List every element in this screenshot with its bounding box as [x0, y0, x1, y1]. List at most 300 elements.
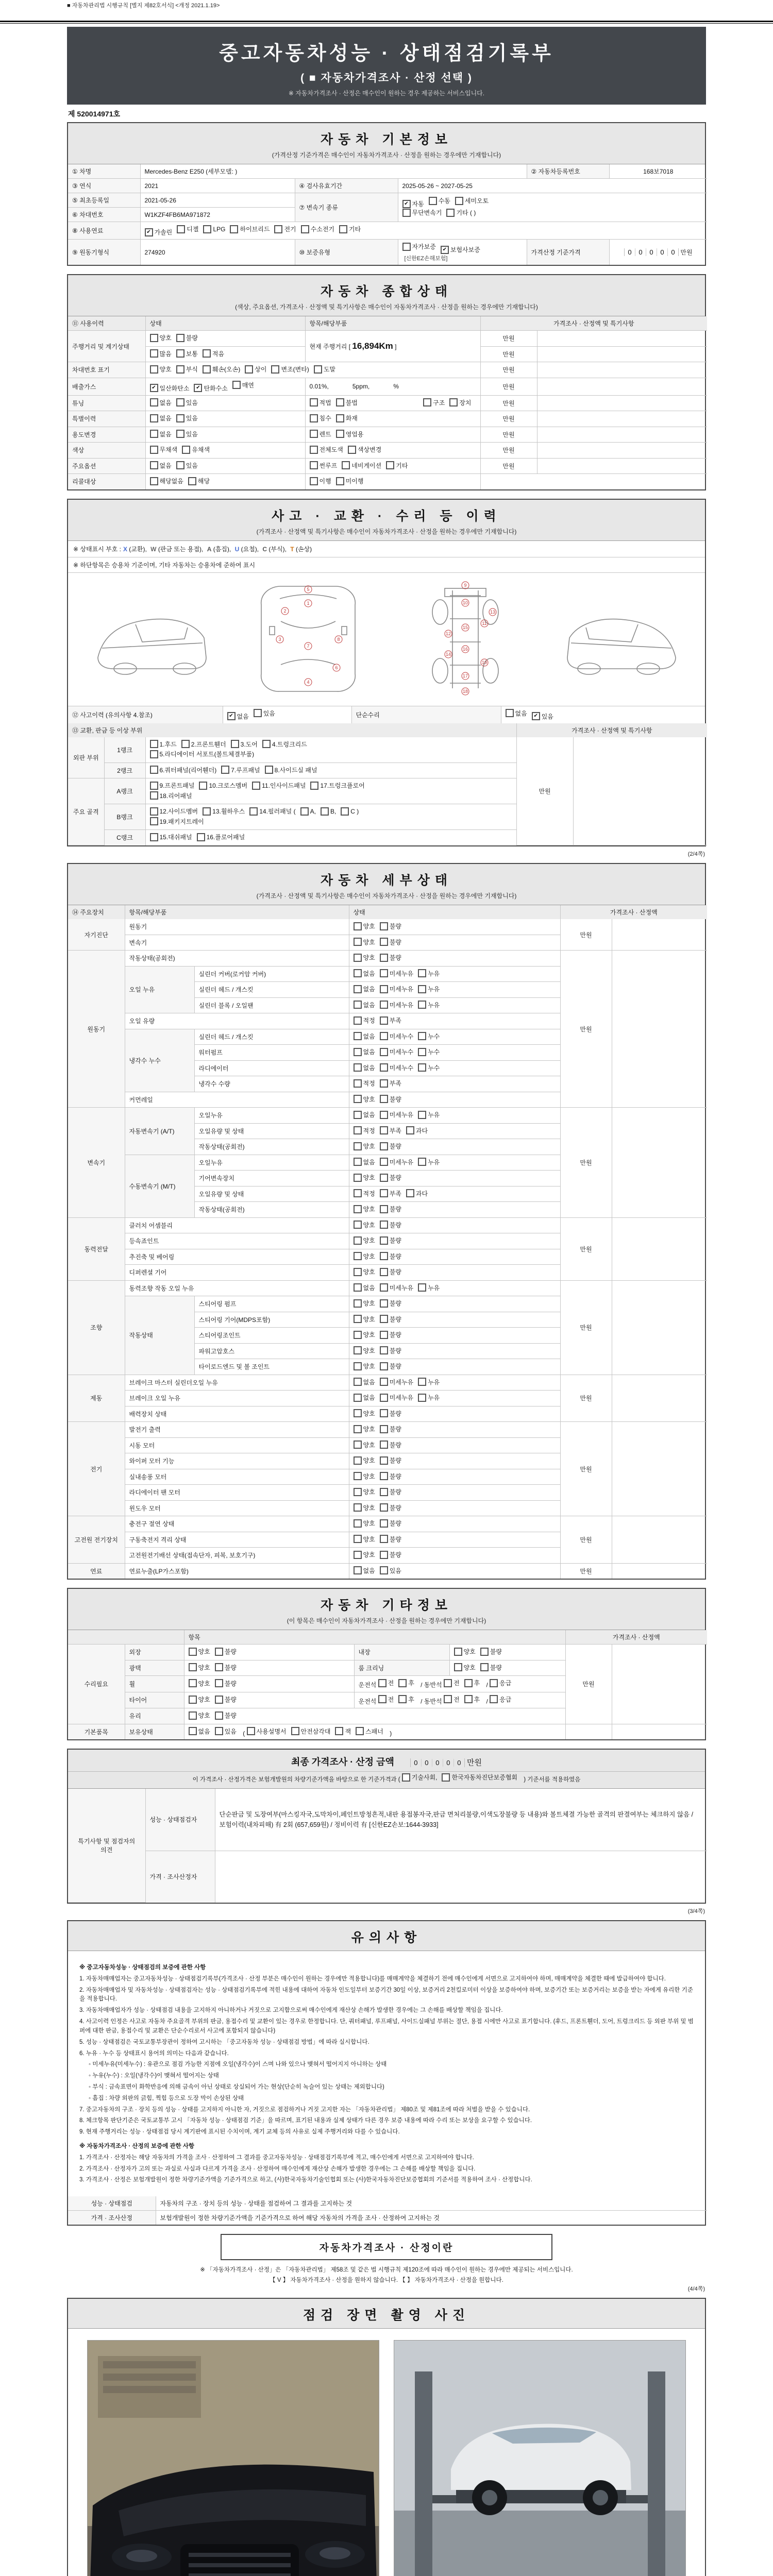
checkbox-option[interactable] [380, 1550, 401, 1559]
checkbox[interactable] [356, 1727, 364, 1735]
checkbox[interactable] [262, 740, 271, 748]
checkbox-option[interactable] [189, 1647, 210, 1656]
checkbox-option[interactable] [380, 1252, 401, 1261]
checkbox[interactable] [203, 225, 211, 233]
checkbox-option[interactable] [378, 1679, 394, 1687]
checkbox[interactable] [464, 1679, 473, 1687]
checkbox[interactable] [254, 709, 262, 717]
checkbox-option[interactable] [380, 1378, 413, 1386]
checkbox[interactable] [203, 807, 211, 816]
checkbox[interactable] [354, 985, 362, 993]
checkbox-option[interactable] [150, 766, 217, 774]
checkbox[interactable] [418, 1001, 426, 1009]
checkbox-option[interactable] [188, 477, 210, 485]
checkbox[interactable] [380, 1174, 388, 1182]
checkbox[interactable] [231, 740, 239, 748]
checkbox[interactable] [336, 398, 344, 406]
checkbox[interactable] [380, 1032, 388, 1040]
checkbox[interactable] [490, 1679, 498, 1687]
checkbox-option[interactable] [354, 1472, 375, 1481]
checkbox[interactable]: ✔ [150, 384, 158, 392]
checkbox[interactable] [380, 1425, 388, 1433]
checkbox[interactable] [380, 1472, 388, 1480]
checkbox-option[interactable] [271, 365, 309, 374]
checkbox[interactable] [354, 1535, 362, 1543]
checkbox-option[interactable] [189, 1663, 210, 1672]
checkbox[interactable] [354, 1346, 362, 1354]
checkbox[interactable] [354, 1409, 362, 1417]
checkbox-option[interactable] [354, 1330, 375, 1339]
checkbox-option[interactable] [197, 833, 245, 841]
checkbox-option[interactable] [455, 196, 489, 205]
checkbox[interactable] [203, 365, 211, 374]
checkbox-option[interactable] [354, 1142, 375, 1150]
checkbox[interactable] [215, 1648, 223, 1656]
checkbox-option[interactable] [232, 381, 254, 389]
checkbox[interactable] [176, 365, 184, 374]
checkbox-option[interactable] [274, 225, 296, 233]
checkbox-option[interactable] [150, 791, 192, 800]
checkbox-option[interactable] [402, 208, 442, 217]
checkbox-option[interactable] [354, 1456, 375, 1465]
checkbox[interactable] [380, 1378, 388, 1386]
checkbox-option[interactable] [354, 1299, 375, 1308]
checkbox[interactable] [354, 1221, 362, 1229]
checkbox-option[interactable] [150, 365, 172, 374]
checkbox[interactable] [342, 461, 350, 469]
checkbox[interactable] [446, 209, 455, 217]
checkbox[interactable] [150, 349, 158, 358]
checkbox[interactable] [354, 1551, 362, 1559]
checkbox-option[interactable] [380, 1236, 401, 1245]
checkbox-option[interactable] [221, 766, 260, 774]
checkbox-option[interactable] [354, 1221, 375, 1229]
checkbox-option[interactable] [490, 1679, 511, 1687]
checkbox-option[interactable] [249, 807, 295, 816]
checkbox[interactable] [182, 446, 190, 454]
checkbox[interactable] [402, 1773, 410, 1782]
checkbox-option[interactable] [354, 1425, 375, 1433]
checkbox[interactable] [380, 1488, 388, 1496]
checkbox-option[interactable] [444, 1679, 460, 1687]
checkbox[interactable] [354, 1488, 362, 1496]
checkbox-option[interactable] [177, 225, 198, 233]
checkbox[interactable] [354, 954, 362, 962]
checkbox-option[interactable] [380, 1267, 401, 1276]
checkbox[interactable] [418, 1063, 426, 1072]
checkbox[interactable] [380, 1551, 388, 1559]
checkbox-option[interactable] [354, 1550, 375, 1559]
checkbox[interactable] [380, 1519, 388, 1528]
checkbox[interactable] [310, 414, 318, 422]
checkbox[interactable] [386, 461, 394, 469]
checkbox[interactable] [176, 398, 184, 406]
checkbox[interactable] [354, 1503, 362, 1512]
checkbox-option[interactable] [380, 1330, 401, 1339]
checkbox[interactable] [354, 1126, 362, 1134]
checkbox[interactable] [247, 1727, 255, 1735]
checkbox[interactable] [150, 791, 158, 800]
checkbox[interactable] [380, 1440, 388, 1449]
checkbox-option[interactable] [380, 1095, 401, 1104]
checkbox-option[interactable] [310, 781, 364, 790]
checkbox-option[interactable] [203, 225, 225, 233]
checkbox-option[interactable] [150, 807, 198, 816]
checkbox[interactable] [354, 922, 362, 930]
checkbox[interactable] [150, 477, 158, 485]
checkbox-option[interactable] [215, 1727, 237, 1736]
checkbox-option[interactable] [342, 461, 381, 470]
checkbox[interactable] [380, 1566, 388, 1574]
checkbox-option[interactable] [386, 461, 408, 470]
checkbox-option[interactable] [341, 807, 359, 816]
checkbox-option[interactable] [354, 1079, 375, 1088]
checkbox[interactable] [380, 969, 388, 977]
checkbox-option[interactable] [441, 245, 480, 254]
checkbox-option[interactable] [203, 349, 224, 358]
checkbox-option[interactable] [301, 225, 334, 233]
checkbox-option[interactable] [418, 1283, 440, 1292]
checkbox-option[interactable] [406, 1189, 428, 1198]
checkbox-option[interactable] [335, 1727, 351, 1736]
checkbox[interactable] [354, 1456, 362, 1465]
checkbox-option[interactable] [380, 1205, 401, 1213]
checkbox-option[interactable] [380, 938, 401, 946]
checkbox-option[interactable] [354, 1063, 375, 1072]
checkbox-option[interactable] [406, 1126, 428, 1135]
checkbox-option[interactable] [150, 398, 172, 407]
checkbox-option[interactable] [380, 922, 401, 930]
checkbox[interactable] [339, 225, 347, 233]
checkbox[interactable] [402, 243, 411, 251]
checkbox-option[interactable] [380, 1142, 401, 1150]
checkbox-option[interactable] [189, 1711, 210, 1720]
checkbox[interactable] [150, 782, 158, 790]
checkbox[interactable] [354, 1016, 362, 1025]
checkbox[interactable] [189, 1711, 197, 1720]
checkbox[interactable] [310, 446, 318, 454]
checkbox[interactable] [354, 1394, 362, 1402]
checkbox-option[interactable] [231, 740, 258, 749]
checkbox-option[interactable] [150, 430, 172, 438]
checkbox-option[interactable] [380, 1126, 401, 1135]
checkbox-option[interactable] [444, 1695, 460, 1704]
checkbox[interactable] [354, 1519, 362, 1528]
checkbox-option[interactable] [454, 1647, 476, 1656]
checkbox-option[interactable] [291, 1727, 331, 1736]
checkbox[interactable] [249, 807, 258, 816]
checkbox-option[interactable] [380, 1047, 413, 1056]
checkbox[interactable] [176, 349, 184, 358]
checkbox-option[interactable] [227, 712, 249, 721]
checkbox-option[interactable] [203, 365, 240, 374]
checkbox[interactable] [380, 922, 388, 930]
checkbox-option[interactable] [176, 430, 198, 438]
checkbox[interactable] [150, 461, 158, 469]
checkbox-option[interactable] [203, 807, 245, 816]
checkbox[interactable] [150, 398, 158, 406]
checkbox-option[interactable] [354, 1173, 375, 1182]
checkbox[interactable] [354, 1268, 362, 1276]
checkbox-option[interactable] [150, 461, 172, 470]
checkbox-option[interactable] [150, 333, 172, 342]
checkbox-option[interactable] [354, 922, 375, 930]
checkbox[interactable] [398, 1695, 407, 1703]
checkbox-option[interactable] [380, 969, 413, 978]
checkbox[interactable] [336, 430, 344, 438]
checkbox[interactable] [150, 833, 158, 841]
checkbox-option[interactable] [380, 1519, 401, 1528]
checkbox-option[interactable] [380, 1566, 401, 1575]
checkbox-option[interactable] [150, 384, 190, 393]
checkbox-option[interactable] [380, 1487, 401, 1496]
checkbox[interactable] [378, 1679, 386, 1687]
checkbox[interactable] [380, 1001, 388, 1009]
checkbox-option[interactable] [199, 781, 247, 790]
checkbox-option[interactable] [442, 1773, 517, 1782]
checkbox[interactable] [150, 807, 158, 816]
checkbox-option[interactable] [348, 445, 381, 454]
checkbox[interactable] [150, 334, 158, 342]
checkbox[interactable] [310, 477, 318, 485]
checkbox-option[interactable] [314, 365, 335, 374]
checkbox-option[interactable] [354, 1047, 375, 1056]
checkbox[interactable] [406, 1126, 414, 1134]
checkbox[interactable] [188, 477, 196, 485]
checkbox-option[interactable] [398, 1695, 414, 1704]
checkbox[interactable] [150, 430, 158, 438]
checkbox-option[interactable] [354, 1440, 375, 1449]
checkbox[interactable] [189, 1727, 197, 1735]
checkbox-option[interactable] [354, 953, 375, 962]
checkbox-option[interactable] [354, 1503, 375, 1512]
checkbox-option[interactable] [176, 365, 198, 374]
checkbox-option[interactable] [354, 1032, 375, 1041]
checkbox-option[interactable] [336, 414, 358, 422]
checkbox-option[interactable] [215, 1679, 237, 1688]
checkbox[interactable] [454, 1663, 462, 1671]
checkbox[interactable] [199, 782, 207, 790]
checkbox[interactable] [197, 833, 205, 841]
checkbox-option[interactable] [354, 1095, 375, 1104]
checkbox[interactable] [380, 1456, 388, 1465]
checkbox[interactable] [490, 1695, 498, 1703]
checkbox[interactable] [310, 461, 318, 469]
checkbox[interactable]: ✔ [532, 712, 540, 720]
checkbox[interactable] [418, 1111, 426, 1119]
checkbox[interactable] [380, 1268, 388, 1276]
checkbox[interactable] [354, 1205, 362, 1213]
checkbox-option[interactable] [215, 1663, 237, 1672]
checkbox-option[interactable] [398, 1679, 414, 1687]
checkbox-option[interactable] [402, 242, 436, 251]
checkbox-option[interactable] [418, 1047, 440, 1056]
checkbox-option[interactable] [150, 414, 172, 422]
checkbox[interactable] [444, 1679, 452, 1687]
checkbox[interactable] [335, 1727, 343, 1735]
checkbox-option[interactable] [245, 365, 266, 374]
checkbox-option[interactable] [230, 225, 270, 233]
checkbox-option[interactable] [380, 1299, 401, 1308]
checkbox-option[interactable] [336, 477, 364, 485]
checkbox-option[interactable] [380, 1283, 413, 1292]
checkbox[interactable] [150, 414, 158, 422]
checkbox-option[interactable] [310, 477, 331, 485]
checkbox[interactable] [181, 740, 190, 748]
checkbox-option[interactable] [150, 833, 192, 841]
checkbox-option[interactable] [378, 1695, 394, 1704]
checkbox[interactable] [354, 1111, 362, 1119]
checkbox[interactable] [380, 1409, 388, 1417]
checkbox-option[interactable] [380, 1315, 401, 1324]
checkbox-option[interactable] [380, 1503, 401, 1512]
checkbox-option[interactable] [380, 1425, 401, 1433]
checkbox-option[interactable] [150, 477, 183, 485]
checkbox-option[interactable] [265, 766, 317, 774]
checkbox-option[interactable] [247, 1727, 287, 1736]
checkbox-option[interactable] [354, 1016, 375, 1025]
checkbox-option[interactable] [310, 430, 331, 438]
checkbox-option[interactable] [150, 349, 172, 358]
checkbox-option[interactable] [480, 1647, 502, 1656]
checkbox[interactable] [380, 1299, 388, 1308]
checkbox-option[interactable] [354, 1283, 375, 1292]
checkbox-option[interactable] [354, 1001, 375, 1009]
checkbox[interactable] [380, 1111, 388, 1119]
checkbox-option[interactable] [150, 817, 204, 826]
checkbox-option[interactable] [354, 1519, 375, 1528]
checkbox-option[interactable] [380, 1535, 401, 1544]
checkbox-option[interactable] [464, 1695, 480, 1704]
checkbox[interactable] [354, 1440, 362, 1449]
checkbox[interactable] [150, 365, 158, 374]
checkbox[interactable] [354, 1189, 362, 1197]
checkbox[interactable]: ✔ [441, 246, 449, 254]
checkbox[interactable] [215, 1663, 223, 1671]
checkbox-option[interactable] [310, 414, 331, 422]
checkbox[interactable] [454, 1648, 462, 1656]
checkbox[interactable] [354, 938, 362, 946]
checkbox-option[interactable] [252, 781, 306, 790]
checkbox-option[interactable] [418, 985, 440, 993]
checkbox[interactable] [301, 225, 309, 233]
checkbox-option[interactable] [354, 1110, 375, 1119]
checkbox[interactable] [215, 1679, 223, 1687]
checkbox-option[interactable] [354, 1236, 375, 1245]
checkbox[interactable] [380, 1126, 388, 1134]
checkbox-option[interactable] [380, 1001, 413, 1009]
checkbox[interactable] [232, 381, 241, 389]
checkbox[interactable] [176, 430, 184, 438]
checkbox[interactable] [252, 782, 260, 790]
checkbox-option[interactable] [354, 1378, 375, 1386]
checkbox[interactable] [380, 954, 388, 962]
checkbox-option[interactable] [150, 445, 178, 454]
checkbox-option[interactable] [464, 1679, 480, 1687]
checkbox[interactable] [341, 807, 349, 816]
checkbox[interactable] [378, 1695, 386, 1703]
checkbox-option[interactable] [215, 1647, 237, 1656]
checkbox[interactable] [348, 446, 356, 454]
checkbox[interactable] [380, 1346, 388, 1354]
checkbox-option[interactable] [150, 750, 255, 758]
checkbox-option[interactable] [418, 1378, 440, 1386]
checkbox[interactable] [336, 477, 344, 485]
checkbox-option[interactable] [310, 461, 338, 470]
checkbox[interactable] [418, 1378, 426, 1386]
checkbox-option[interactable] [380, 1221, 401, 1229]
checkbox[interactable] [215, 1711, 223, 1720]
checkbox[interactable] [321, 807, 329, 816]
checkbox[interactable] [380, 938, 388, 946]
checkbox[interactable] [380, 1503, 388, 1512]
checkbox[interactable] [354, 1142, 362, 1150]
checkbox[interactable] [380, 1048, 388, 1056]
checkbox-option[interactable] [423, 398, 445, 407]
checkbox[interactable] [314, 365, 322, 374]
checkbox[interactable] [354, 1095, 362, 1103]
checkbox[interactable] [418, 1048, 426, 1056]
checkbox[interactable] [354, 1472, 362, 1480]
checkbox[interactable] [380, 1331, 388, 1339]
checkbox[interactable] [429, 197, 437, 205]
checkbox[interactable] [418, 1394, 426, 1402]
checkbox[interactable] [354, 1331, 362, 1339]
checkbox[interactable] [380, 1252, 388, 1260]
checkbox[interactable] [265, 766, 273, 774]
checkbox[interactable] [221, 766, 229, 774]
checkbox[interactable] [354, 1566, 362, 1574]
checkbox[interactable] [176, 414, 184, 422]
checkbox-option[interactable] [181, 740, 226, 749]
checkbox-option[interactable] [150, 740, 177, 749]
checkbox[interactable] [291, 1727, 299, 1735]
checkbox[interactable] [150, 740, 158, 748]
checkbox-option[interactable] [506, 709, 527, 718]
checkbox[interactable] [380, 1394, 388, 1402]
checkbox-option[interactable] [189, 1695, 210, 1704]
checkbox[interactable] [189, 1696, 197, 1704]
checkbox[interactable] [354, 1032, 362, 1040]
checkbox[interactable] [230, 225, 238, 233]
checkbox-option[interactable] [380, 1472, 401, 1481]
checkbox-option[interactable] [176, 398, 198, 407]
checkbox[interactable] [380, 1236, 388, 1245]
checkbox-option[interactable] [176, 461, 198, 470]
checkbox-option[interactable] [380, 1079, 401, 1088]
checkbox-option[interactable] [380, 1173, 401, 1182]
checkbox-option[interactable] [176, 414, 198, 422]
checkbox-option[interactable] [310, 398, 331, 407]
checkbox-option[interactable] [446, 208, 476, 217]
checkbox[interactable] [354, 1315, 362, 1323]
checkbox-option[interactable] [418, 1032, 440, 1041]
checkbox-option[interactable] [354, 1205, 375, 1213]
checkbox[interactable] [203, 349, 211, 358]
checkbox[interactable] [402, 209, 411, 217]
checkbox[interactable] [380, 1535, 388, 1543]
checkbox-option[interactable] [194, 384, 227, 393]
checkbox-option[interactable] [150, 781, 195, 790]
checkbox[interactable] [150, 446, 158, 454]
checkbox[interactable] [380, 985, 388, 993]
checkbox-option[interactable] [189, 1679, 210, 1688]
checkbox[interactable] [150, 750, 158, 758]
checkbox[interactable] [406, 1189, 414, 1197]
checkbox[interactable] [423, 398, 431, 406]
checkbox-option[interactable] [532, 712, 553, 721]
checkbox-option[interactable] [339, 225, 361, 233]
